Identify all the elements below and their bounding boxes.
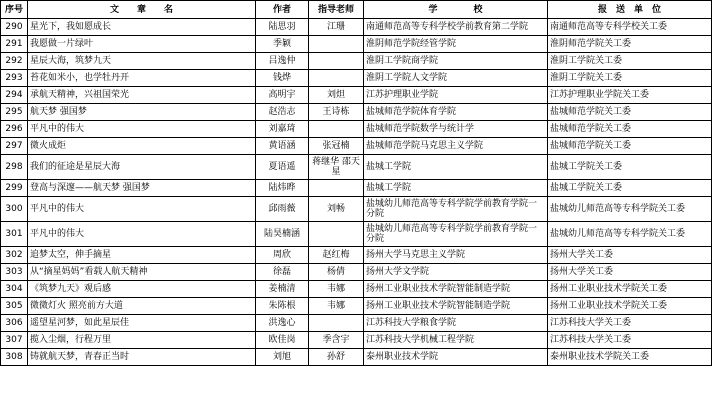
cell-no: 293	[1, 70, 28, 87]
cell-teacher	[309, 121, 364, 138]
cell-school: 扬州工业职业技术学院智能制造学院	[364, 281, 548, 298]
cell-teacher: 赵红梅	[309, 247, 364, 264]
cell-no: 306	[1, 315, 28, 332]
cell-author: 陆昊楠涵	[256, 222, 309, 247]
cell-teacher: 韦娜	[309, 281, 364, 298]
table-row	[1, 87, 712, 104]
cell-school: 扬州大学文学院	[364, 264, 548, 281]
cell-no: 290	[1, 19, 28, 36]
table-row	[1, 315, 712, 332]
cell-no: 298	[1, 155, 28, 180]
cell-author: 陆思羽	[256, 19, 309, 36]
header-title: 文 章 名	[28, 1, 256, 19]
cell-unit: 盐城幼儿师范高等专科学院关工委	[548, 222, 712, 247]
table-row	[1, 19, 712, 36]
cell-unit: 江苏科技大学关工委	[548, 315, 712, 332]
header-no: 序号	[1, 1, 28, 19]
cell-school: 盐城工学院	[364, 180, 548, 197]
table-row	[1, 349, 712, 366]
cell-author: 周欣	[256, 247, 309, 264]
cell-no: 296	[1, 121, 28, 138]
cell-no: 299	[1, 180, 28, 197]
cell-unit: 扬州大学关工委	[548, 247, 712, 264]
cell-author: 洪逸心	[256, 315, 309, 332]
cell-school: 盐城工学院	[364, 155, 548, 180]
cell-author: 黄语涵	[256, 138, 309, 155]
cell-school: 盐城师范学院体育学院	[364, 104, 548, 121]
cell-unit: 淮阴工学院关工委	[548, 70, 712, 87]
cell-school: 南通师范高等专科学校学前教育第二学院	[364, 19, 548, 36]
table-row	[1, 104, 712, 121]
cell-school: 淮阴师范学院经管学院	[364, 36, 548, 53]
cell-title: 从“摘星妈妈”看载人航天精神	[28, 264, 256, 281]
cell-teacher	[309, 36, 364, 53]
table-row	[1, 264, 712, 281]
cell-school: 盐城师范学院数学与统计学	[364, 121, 548, 138]
cell-teacher	[309, 315, 364, 332]
cell-teacher: 韦娜	[309, 298, 364, 315]
cell-no: 295	[1, 104, 28, 121]
cell-author: 邱雨薇	[256, 197, 309, 222]
cell-school: 泰州职业技术学院	[364, 349, 548, 366]
cell-teacher: 杨倩	[309, 264, 364, 281]
cell-title: 《筑梦九天》观后感	[28, 281, 256, 298]
cell-teacher	[309, 222, 364, 247]
cell-unit: 盐城工学院关工委	[548, 155, 712, 180]
cell-unit: 泰州职业技术学院关工委	[548, 349, 712, 366]
cell-teacher: 季含宇	[309, 332, 364, 349]
cell-no: 292	[1, 53, 28, 70]
cell-title: 遥望星河梦，如此星辰佳	[28, 315, 256, 332]
cell-author: 刘旭	[256, 349, 309, 366]
table-row	[1, 70, 712, 87]
cell-title: 我们的征途是星辰大海	[28, 155, 256, 180]
table-row	[1, 138, 712, 155]
table-row	[1, 121, 712, 138]
cell-title: 登高与深邃——航天梦 强国梦	[28, 180, 256, 197]
cell-teacher	[309, 70, 364, 87]
cell-author: 高明宇	[256, 87, 309, 104]
header-row	[1, 1, 712, 19]
cell-unit: 盐城师范学院关工委	[548, 121, 712, 138]
cell-unit: 盐城师范学院关工委	[548, 104, 712, 121]
table-row	[1, 197, 712, 222]
header-author: 作者	[256, 1, 309, 19]
cell-school: 扬州工业职业技术学院智能制造学院	[364, 298, 548, 315]
cell-author: 朱陈根	[256, 298, 309, 315]
cell-author: 夏语遥	[256, 155, 309, 180]
cell-unit: 淮阴工学院关工委	[548, 53, 712, 70]
cell-title: 我愿做一片绿叶	[28, 36, 256, 53]
cell-title: 追梦太空，伸手摘星	[28, 247, 256, 264]
cell-title: 平凡中的伟大	[28, 222, 256, 247]
table-body	[1, 19, 712, 366]
cell-teacher: 江珊	[309, 19, 364, 36]
cell-school: 江苏科技大学机械工程学院	[364, 332, 548, 349]
cell-school: 江苏护理职业学院	[364, 87, 548, 104]
table-row	[1, 281, 712, 298]
header-teacher: 指导老师	[309, 1, 364, 19]
cell-unit: 淮阴师范学院关工委	[548, 36, 712, 53]
table-row	[1, 53, 712, 70]
cell-no: 305	[1, 298, 28, 315]
cell-title: 铸就航天梦，青春正当时	[28, 349, 256, 366]
cell-title: 揽入尘烟，行程万里	[28, 332, 256, 349]
cell-title: 微微灯火 照亮前方大道	[28, 298, 256, 315]
cell-no: 294	[1, 87, 28, 104]
cell-no: 301	[1, 222, 28, 247]
cell-author: 欧佳岗	[256, 332, 309, 349]
cell-author: 吕逸仲	[256, 53, 309, 70]
table-row	[1, 36, 712, 53]
cell-unit: 盐城幼儿师范高等专科学院关工委	[548, 197, 712, 222]
cell-school: 盐城幼儿师范高等专科学院学前教育学院一分院	[364, 197, 548, 222]
cell-no: 302	[1, 247, 28, 264]
cell-school: 扬州大学马克思主义学院	[364, 247, 548, 264]
cell-title: 星光下，我如愿成长	[28, 19, 256, 36]
cell-no: 304	[1, 281, 28, 298]
cell-teacher: 孙舒	[309, 349, 364, 366]
cell-author: 姜楠清	[256, 281, 309, 298]
cell-no: 308	[1, 349, 28, 366]
cell-no: 297	[1, 138, 28, 155]
cell-unit: 盐城工学院关工委	[548, 180, 712, 197]
cell-author: 刘嘉琦	[256, 121, 309, 138]
cell-title: 平凡中的伟大	[28, 197, 256, 222]
table-row	[1, 298, 712, 315]
table-row	[1, 332, 712, 349]
cell-title: 星辰大海，筑梦九天	[28, 53, 256, 70]
cell-no: 303	[1, 264, 28, 281]
cell-school: 盐城师范学院马克思主义学院	[364, 138, 548, 155]
cell-unit: 扬州工业职业技术学院关工委	[548, 281, 712, 298]
cell-author: 陆炜晔	[256, 180, 309, 197]
cell-teacher: 蒋继华 邵天星	[309, 155, 364, 180]
cell-school: 淮阴工学院人文学院	[364, 70, 548, 87]
cell-author: 赵浩志	[256, 104, 309, 121]
cell-teacher: 王诗栋	[309, 104, 364, 121]
cell-teacher	[309, 53, 364, 70]
cell-unit: 南通师范高等专科学校关工委	[548, 19, 712, 36]
cell-title: 航天梦 强国梦	[28, 104, 256, 121]
table-row	[1, 247, 712, 264]
table-row	[1, 155, 712, 180]
cell-unit: 扬州工业职业技术学院关工委	[548, 298, 712, 315]
cell-school: 江苏科技大学粮食学院	[364, 315, 548, 332]
header-school: 学 校	[364, 1, 548, 19]
cell-author: 季颖	[256, 36, 309, 53]
table-row	[1, 222, 712, 247]
cell-teacher: 刘炟	[309, 87, 364, 104]
cell-school: 盐城幼儿师范高等专科学院学前教育学院一分院	[364, 222, 548, 247]
header-unit: 报 送 单 位	[548, 1, 712, 19]
cell-no: 307	[1, 332, 28, 349]
cell-author: 钱烨	[256, 70, 309, 87]
cell-title: 承航天精神，兴祖国荣光	[28, 87, 256, 104]
cell-title: 苔花如米小，也学牡丹开	[28, 70, 256, 87]
cell-unit: 江苏科技大学关工委	[548, 332, 712, 349]
cell-no: 291	[1, 36, 28, 53]
cell-school: 淮阴工学院商学院	[364, 53, 548, 70]
cell-unit: 盐城师范学院关工委	[548, 138, 712, 155]
cell-unit: 江苏护理职业学院关工委	[548, 87, 712, 104]
cell-teacher: 刘畅	[309, 197, 364, 222]
cell-unit: 扬州大学关工委	[548, 264, 712, 281]
cell-title: 微火成炬	[28, 138, 256, 155]
cell-no: 300	[1, 197, 28, 222]
table-row	[1, 180, 712, 197]
cell-teacher	[309, 180, 364, 197]
cell-title: 平凡中的伟大	[28, 121, 256, 138]
cell-teacher: 张冠楠	[309, 138, 364, 155]
cell-author: 徐磊	[256, 264, 309, 281]
